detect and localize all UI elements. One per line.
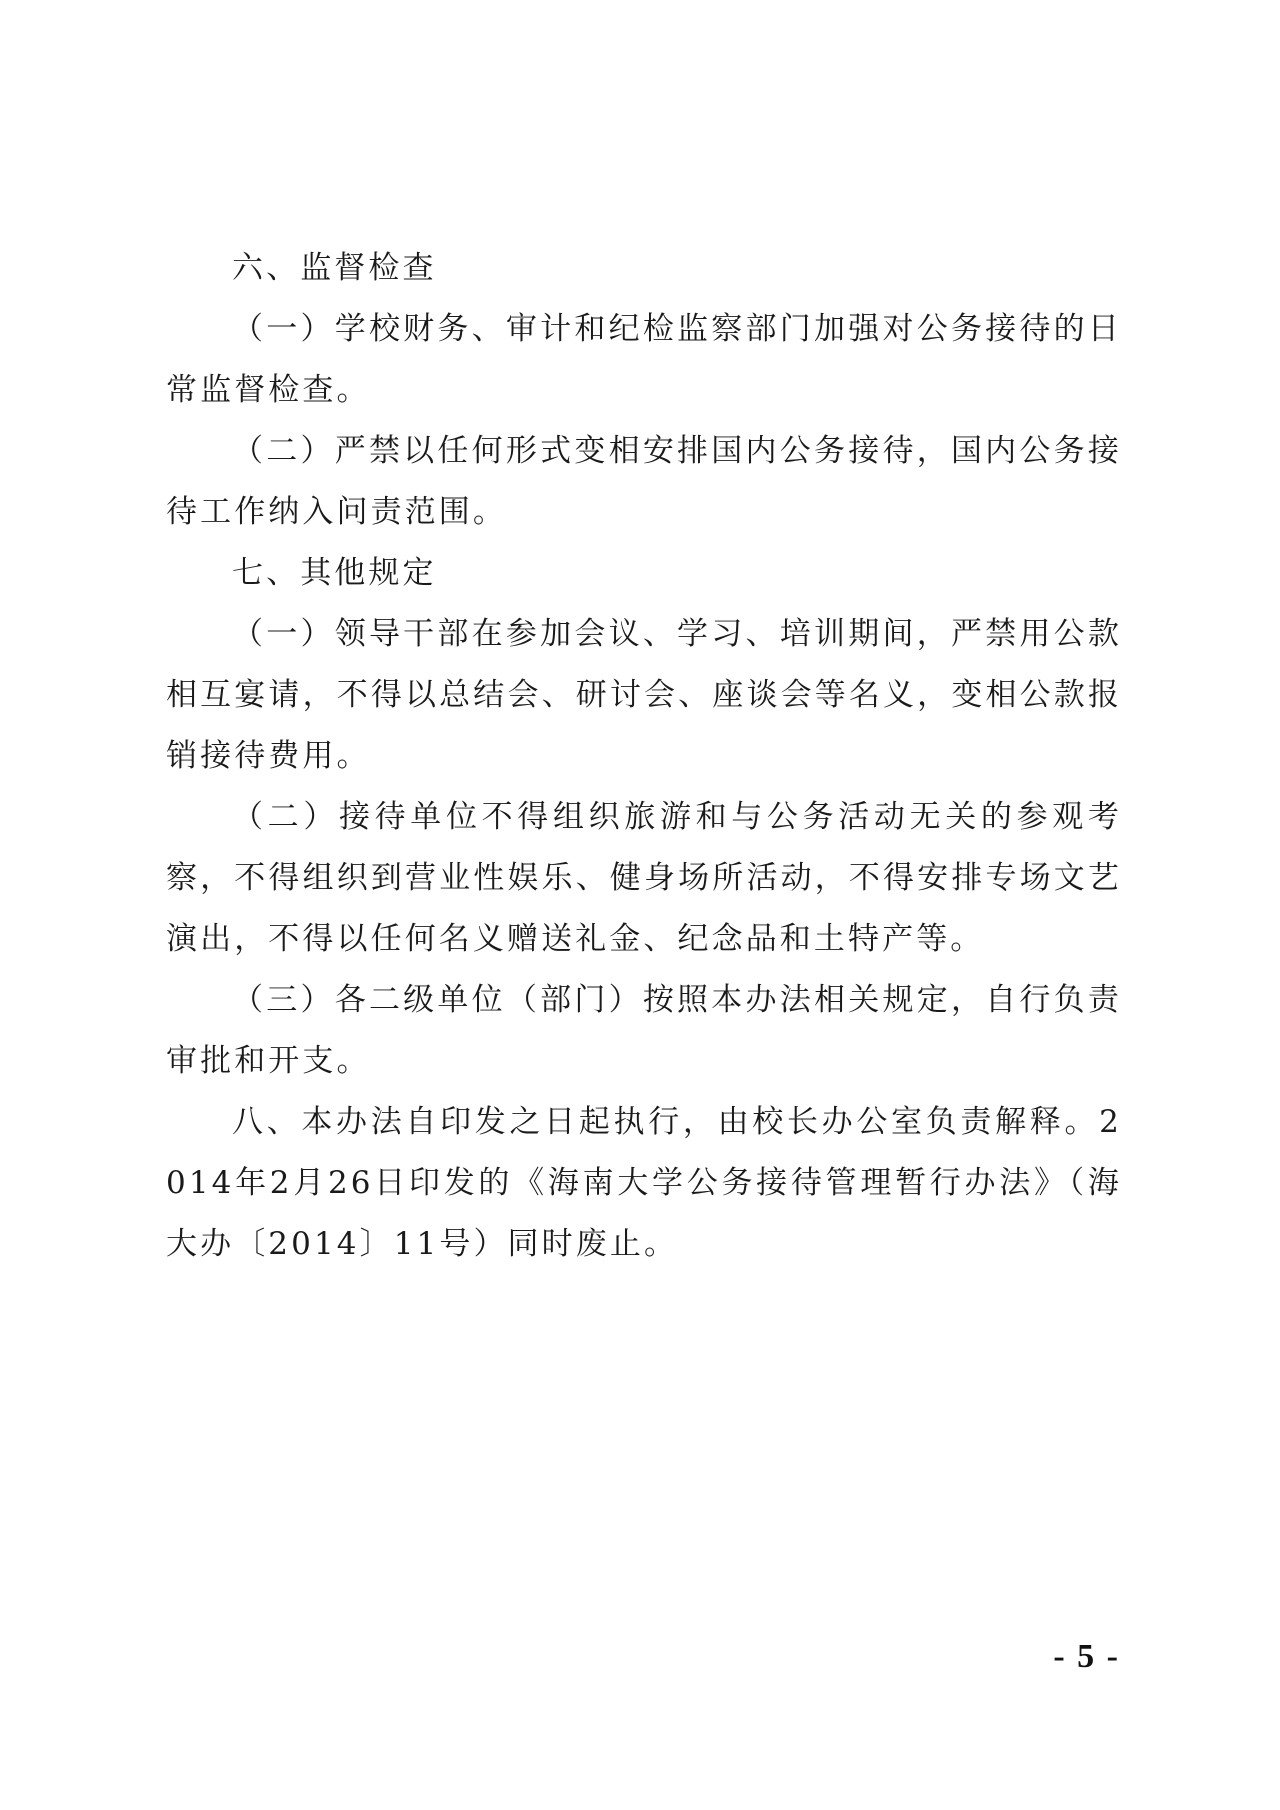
section-heading-supervision: 六、监督检查: [232, 250, 437, 286]
paragraph-effective-date: 八、本办法自印发之日起执行，由校长办公室负责解释。2014年2月26日印发的《海南大学公务接待管理暂行办法》（海大办〔2014〕11号）同时废止。: [166, 1104, 1122, 1262]
paragraph-other-rules-3: （三）各二级单位（部门）按照本办法相关规定，自行负责审批和开支。: [166, 982, 1122, 1079]
section-heading-other-rules: 七、其他规定: [232, 555, 437, 591]
paragraph-supervision-1: （一）学校财务、审计和纪检监察部门加强对公务接待的日常监督检查。: [166, 311, 1122, 408]
document-body: [166, 238, 1122, 1275]
paragraph-other-rules-2: （二）接待单位不得组织旅游和与公务活动无关的参观考察，不得组织到营业性娱乐、健身场所活动，不得安排专场文艺演出，不得以任何名义赠送礼金、纪念品和土特产等。: [166, 799, 1122, 957]
paragraph-supervision-2: （二）严禁以任何形式变相安排国内公务接待，国内公务接待工作纳入问责范围。: [166, 433, 1122, 530]
page-number: - 5 -: [1053, 1638, 1120, 1675]
paragraph-other-rules-1: （一）领导干部在参加会议、学习、培训期间，严禁用公款相互宴请，不得以总结会、研讨会、座谈会等名义，变相公款报销接待费用。: [166, 616, 1122, 774]
